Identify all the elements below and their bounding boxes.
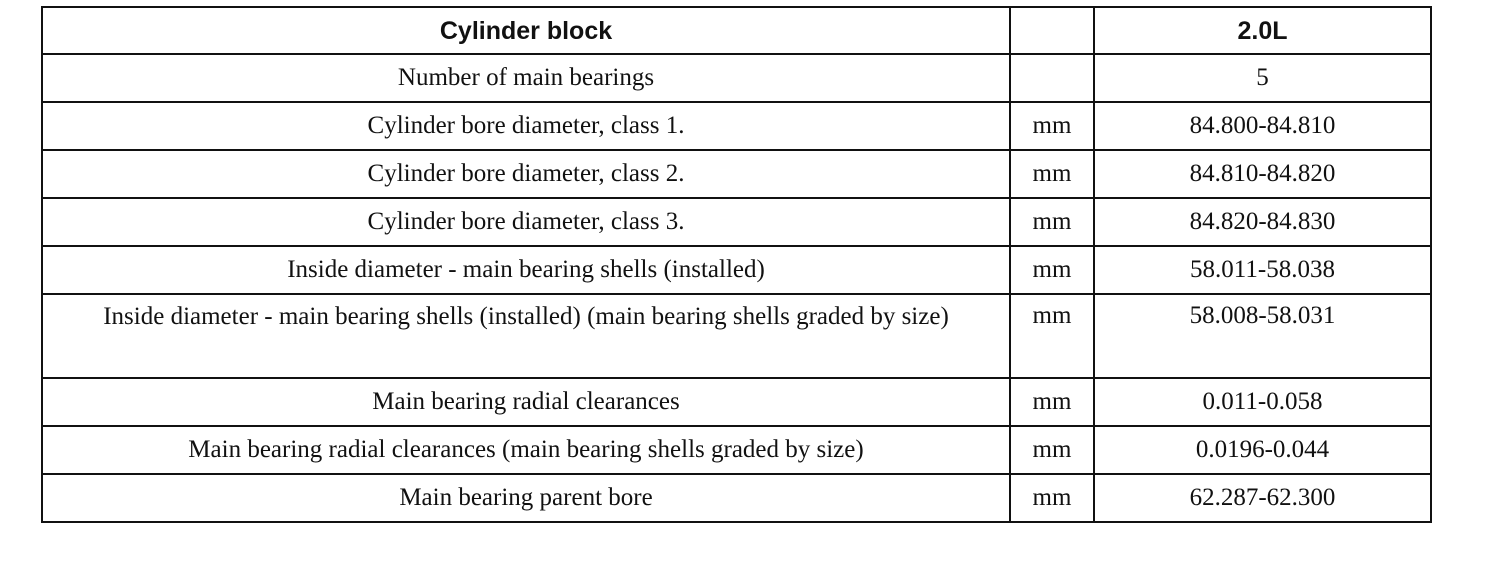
table-row (42, 102, 1431, 150)
table-row (42, 150, 1431, 198)
table-row (42, 198, 1431, 246)
row-description: Inside diameter - main bearing shells (installed) (main bearing shells graded by size) (42, 294, 1010, 378)
row-unit: mm (1010, 294, 1094, 378)
row-unit: mm (1010, 150, 1094, 198)
row-description: Main bearing radial clearances (42, 378, 1010, 426)
row-value: 84.800-84.810 (1094, 102, 1431, 150)
table-row (42, 426, 1431, 474)
table-row (42, 294, 1431, 378)
row-value: 0.0196-0.044 (1094, 426, 1431, 474)
header-unit (1010, 7, 1094, 54)
row-value: 84.820-84.830 (1094, 198, 1431, 246)
row-value: 62.287-62.300 (1094, 474, 1431, 522)
row-value: 0.011-0.058 (1094, 378, 1431, 426)
table-row (42, 378, 1431, 426)
header-description: Cylinder block (42, 7, 1010, 54)
row-unit: mm (1010, 426, 1094, 474)
row-description: Cylinder bore diameter, class 1. (42, 102, 1010, 150)
row-description: Main bearing parent bore (42, 474, 1010, 522)
cylinder-block-spec-table (41, 6, 1432, 523)
row-value: 5 (1094, 54, 1431, 102)
row-unit: mm (1010, 246, 1094, 294)
table-row (42, 246, 1431, 294)
row-description: Cylinder bore diameter, class 2. (42, 150, 1010, 198)
table-row (42, 474, 1431, 522)
table-row (42, 54, 1431, 102)
row-description: Inside diameter - main bearing shells (installed) (42, 246, 1010, 294)
row-value: 58.008-58.031 (1094, 294, 1431, 378)
table-header-row (42, 7, 1431, 54)
row-value: 84.810-84.820 (1094, 150, 1431, 198)
row-unit (1010, 54, 1094, 102)
row-value: 58.011-58.038 (1094, 246, 1431, 294)
row-description: Main bearing radial clearances (main bearing shells graded by size) (42, 426, 1010, 474)
header-value: 2.0L (1094, 7, 1431, 54)
row-unit: mm (1010, 474, 1094, 522)
row-description: Number of main bearings (42, 54, 1010, 102)
row-unit: mm (1010, 378, 1094, 426)
row-unit: mm (1010, 102, 1094, 150)
row-description: Cylinder bore diameter, class 3. (42, 198, 1010, 246)
row-unit: mm (1010, 198, 1094, 246)
